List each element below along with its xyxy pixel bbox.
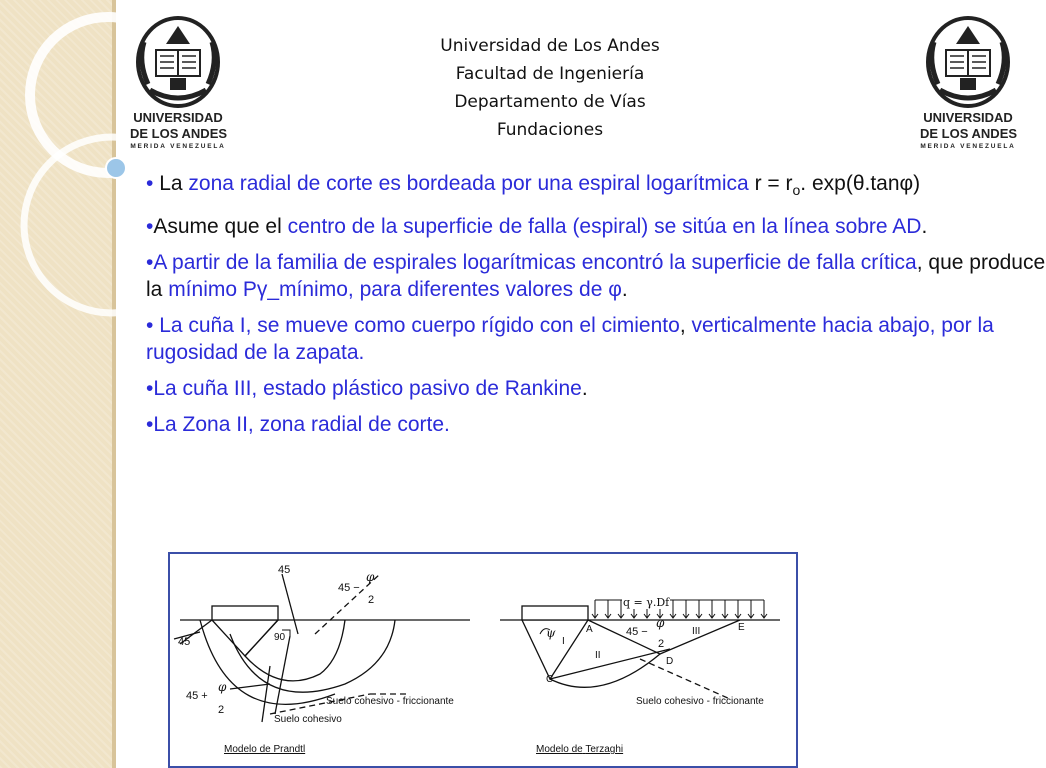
logo-name-line2: DE LOS ANDES	[130, 126, 228, 141]
label-surcharge: q = γ.Df	[623, 596, 670, 609]
highlight-text: La cuña I, se mueve como cuerpo rígido con el cimiento	[159, 314, 680, 338]
label-45-plus: 45 +	[186, 690, 208, 702]
bullet-text: .	[921, 215, 928, 239]
highlight-text: mínimo Pγ_mínimo, para diferentes valores de φ	[168, 278, 622, 302]
logo-name-line2: DE LOS ANDES	[920, 126, 1018, 141]
logo-name-line3: MERIDA VENEZUELA	[130, 143, 226, 150]
bullet-text: Asume que el	[153, 215, 288, 239]
label-point-A: A	[586, 624, 593, 635]
label-two-2: 2	[218, 704, 225, 716]
header-faculty: Facultad de Ingeniería	[455, 64, 645, 84]
caption-prandtl: Modelo de Prandtl	[224, 744, 306, 755]
header-university: Universidad de Los Andes	[440, 36, 660, 56]
bullet-text: La	[159, 172, 189, 195]
university-logo-right	[920, 12, 1016, 152]
label-45-minus: 45 −	[338, 582, 360, 594]
label-point-E: E	[738, 622, 745, 633]
bullet-text: , que produce la	[146, 251, 1046, 302]
bearing-capacity-figure	[168, 552, 798, 768]
caption-terzaghi	[536, 744, 623, 755]
bullet-marker: •	[146, 215, 154, 239]
surcharge-arrows	[592, 600, 767, 618]
radial-zone	[245, 620, 345, 681]
label-phi-2: φ	[218, 680, 227, 694]
highlight-text: La Zona II, zona radial de corte.	[153, 413, 450, 437]
label-45-left: 45	[178, 636, 191, 648]
bullet-item	[146, 375, 1046, 402]
university-seal-icon	[920, 12, 1016, 108]
wedge-I	[212, 620, 278, 656]
bullet-marker: •	[146, 314, 160, 338]
label-zone-III: III	[692, 626, 701, 637]
bullet-item	[146, 249, 1046, 303]
caption-terzaghi-prefix: Modelo de	[536, 744, 583, 755]
highlight-text: verticalmente hacia abajo, por la rugosidad de la zapata.	[146, 314, 994, 365]
footing	[212, 606, 278, 620]
label-soil-cohesive: Suelo cohesivo	[274, 714, 342, 725]
bullet-item	[146, 213, 1046, 240]
spiral-arc	[230, 620, 395, 692]
bullet-marker: •	[146, 377, 154, 401]
highlight-text: centro de la superficie de falla (espiral) se sitúa en la línea sobre AD	[287, 215, 922, 239]
line-vertical	[275, 636, 290, 714]
label-point-C: C	[546, 674, 554, 685]
bullet-item	[146, 411, 1046, 438]
label-soil-right: Suelo cohesivo - friccionante	[636, 696, 764, 707]
bullet-item	[146, 170, 1046, 204]
highlight-text: La cuña III, estado plástico pasivo de Rankine	[153, 377, 582, 401]
bullet-marker: •	[146, 413, 154, 437]
bullet-text: .	[581, 377, 588, 401]
bullet-marker: •	[146, 172, 160, 195]
label-psi: ψ	[546, 626, 556, 640]
highlight-text: zona radial de corte es bordeada por una espiral logarítmica	[188, 172, 749, 195]
bullet-marker: •	[146, 251, 154, 275]
label-soil-cohesive-frictional: Suelo cohesivo - friccionante	[326, 696, 454, 707]
university-seal-icon	[130, 12, 226, 108]
label-45-top: 45	[278, 564, 291, 576]
terzaghi-model	[500, 600, 780, 699]
bullet-text: r = r	[748, 172, 793, 195]
logo-name-line3: MERIDA VENEZUELA	[920, 143, 1016, 150]
university-logo-left	[130, 12, 226, 152]
highlight-text: A partir de la familia de espirales logarítmicas encontró la superficie de falla crítica	[153, 251, 917, 275]
header-department: Departamento de Vías	[454, 92, 646, 112]
bullet-item	[146, 312, 1046, 366]
bullet-text: .	[621, 278, 628, 302]
header-course: Fundaciones	[496, 120, 604, 140]
logo-name-line1: UNIVERSIDAD	[133, 110, 223, 125]
label-90: 90	[274, 632, 286, 643]
bullet-text: . exp(θ.tanφ)	[800, 172, 921, 195]
label-zone-I: I	[562, 636, 565, 647]
label-zone-II: II	[595, 650, 601, 661]
bullet-text: o	[792, 182, 801, 199]
label-two: 2	[368, 594, 375, 606]
failure-mechanism-diagram	[170, 554, 796, 766]
label-phi: φ	[366, 570, 375, 584]
label-45-minus-right: 45 −	[626, 626, 648, 638]
bullet-list	[146, 170, 1046, 447]
line-45	[282, 574, 298, 634]
label-two-right: 2	[658, 638, 665, 650]
label-phi-right: φ	[656, 616, 665, 630]
bullet-text: ,	[679, 314, 692, 338]
decorative-rings	[0, 0, 140, 330]
caption-terzaghi-name: Terzaghi	[585, 744, 624, 755]
slide-header	[340, 32, 760, 144]
logo-name-line1: UNIVERSIDAD	[923, 110, 1013, 125]
label-point-D: D	[666, 656, 674, 667]
footing-right	[522, 606, 588, 620]
